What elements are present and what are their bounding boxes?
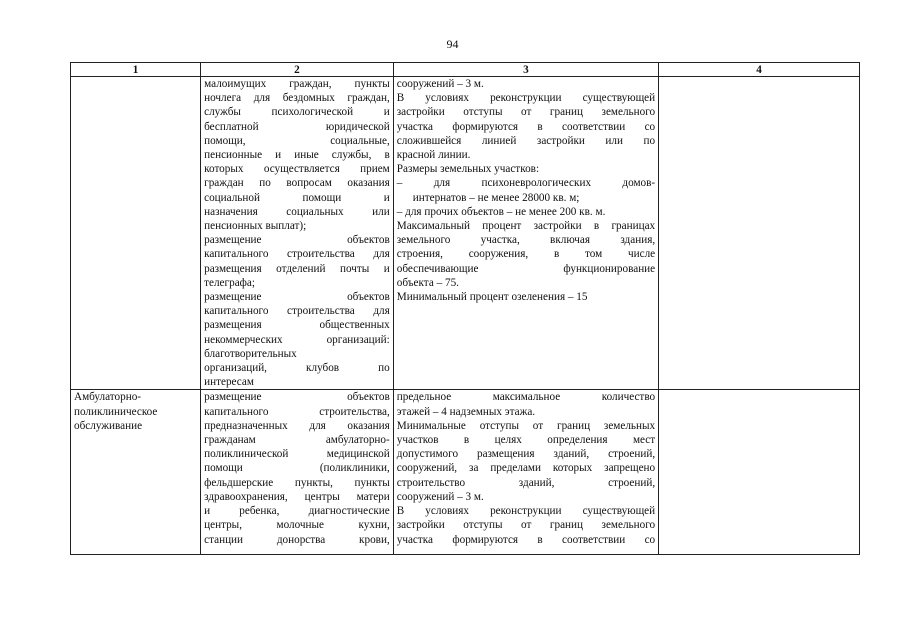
text-line: бесплатной юридической (204, 120, 390, 133)
table-header-row (71, 63, 860, 77)
text-line: и ребенка, диагностические (204, 505, 390, 518)
text-line: ночлега для бездомных граждан, (204, 92, 390, 105)
text-line: некоммерческих организаций: (204, 333, 390, 346)
header-col-4: 4 (659, 63, 860, 77)
header-col-1: 1 (71, 63, 201, 77)
text-line: пенсионных выплат); (204, 220, 307, 233)
text-line: Минимальный процент озеленения – 15 (396, 291, 588, 304)
text-line: сооружений, за пределами которых запрещено (396, 462, 656, 475)
text-line: граждан по вопросам оказания (204, 177, 390, 190)
text-line: застройки отступы от границ земельного (396, 106, 656, 119)
row-2-col-2 (201, 390, 394, 555)
text-line: Амбулаторно- (74, 391, 142, 404)
header-col-2: 2 (201, 63, 394, 77)
text-line: размещение объектов (204, 234, 390, 247)
text-line: сооружений – 3 м. (396, 490, 484, 503)
text-line: которых осуществляется прием (204, 163, 390, 176)
text-line: размещения общественных (204, 319, 390, 332)
page-number: 94 (446, 37, 459, 51)
text-line: этажей – 4 надземных этажа. (396, 405, 536, 418)
text-line: помощи (поликлиники, (204, 462, 390, 475)
text-line: участков в целях определения мест (396, 434, 656, 447)
text-line: красной линии. (396, 149, 471, 162)
text-line: капитального строительства для (204, 305, 390, 318)
text-line: здравоохранения, центры матери (204, 490, 390, 503)
table-row (71, 77, 860, 390)
text-line: гражданам амбулаторно- (204, 434, 390, 447)
text-line: размещения отделений почты и (204, 262, 390, 275)
row-1-col-2 (201, 77, 394, 390)
text-line: телеграфа; (204, 276, 255, 289)
text-line: обеспечивающие функционирование (396, 262, 656, 275)
table-row (71, 390, 860, 555)
text-line: строения, сооружения, в том числе (396, 248, 656, 261)
text-line: поликлинической медицинской (204, 448, 390, 461)
text-line: размещение объектов (204, 291, 390, 304)
text-line: пенсионные и иные службы, в (204, 149, 390, 162)
text-line: станции донорства крови, (204, 533, 390, 546)
text-line: малоимущих граждан, пункты (204, 78, 390, 90)
text-line: размещение объектов (204, 391, 390, 404)
zoning-table (70, 62, 860, 555)
text-line: службы психологической и (204, 106, 390, 119)
text-line: помощи, социальные, (204, 134, 390, 147)
text-line: центры, молочные кухни, (204, 519, 390, 532)
row-1-col-1 (71, 77, 201, 390)
text-line: сооружений – 3 м. (396, 78, 484, 90)
text-line: участка формируются в соответствии со (396, 120, 656, 133)
text-line: участка формируются в соответствии со (396, 533, 656, 546)
row-1-col-4 (659, 77, 860, 390)
text-line: В условиях реконструкции существующей (396, 92, 656, 105)
text-line: земельного участка, включая здания, (396, 234, 656, 247)
text-line: – для психоневрологических домов- (396, 177, 656, 190)
text-line: поликлиническое (74, 405, 158, 418)
text-line: Максимальный процент застройки в границах (396, 220, 656, 233)
row-2-col-3 (393, 390, 658, 555)
text-line: сложившейся линией застройки или по (396, 134, 656, 147)
text-line: капитального строительства для (204, 248, 390, 261)
text-line: – для прочих объектов – не менее 200 кв. м. (396, 205, 606, 218)
text-line: обслуживание (74, 419, 143, 432)
text-line: объекта – 75. (396, 276, 459, 289)
text-line: Размеры земельных участков: (396, 163, 540, 176)
text-line: интернатов – не менее 28000 кв. м; (412, 191, 580, 204)
header-col-3: 3 (393, 63, 658, 77)
text-line: капитального строительства, (204, 405, 390, 418)
text-line: социальной помощи и (204, 191, 390, 204)
text-line: интересам (204, 376, 254, 389)
row-2-col-4 (659, 390, 860, 555)
text-line: благотворительных (204, 347, 297, 360)
text-line: Минимальные отступы от границ земельных (396, 419, 656, 432)
text-line: застройки отступы от границ земельного (396, 519, 656, 532)
row-1-col-3 (393, 77, 658, 390)
row-2-col-1 (71, 390, 201, 555)
text-line: предназначенных для оказания (204, 419, 390, 432)
text-line: допустимого размещения зданий, строений, (396, 448, 656, 461)
text-line: строительство зданий, строений, (396, 476, 656, 489)
text-line: назначения социальных или (204, 205, 390, 218)
text-line: фельдшерские пункты, пункты (204, 476, 390, 489)
text-line: предельное максимальное количество (396, 391, 656, 404)
text-line: В условиях реконструкции существующей (396, 505, 656, 518)
text-line: организаций, клубов по (204, 362, 390, 375)
